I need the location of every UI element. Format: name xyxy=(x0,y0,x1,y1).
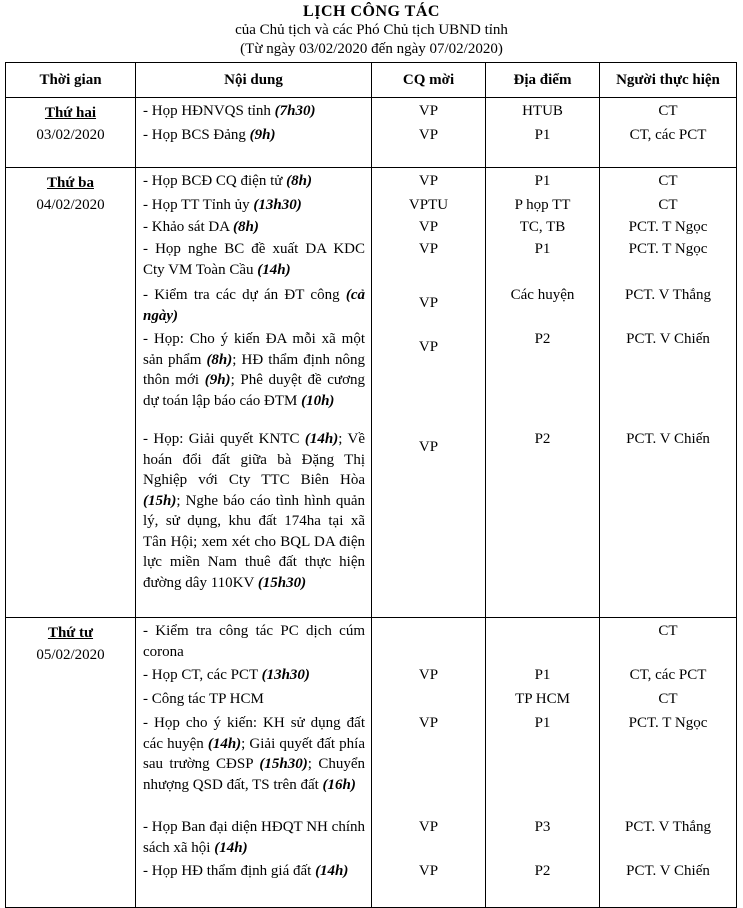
item-who-text: CT xyxy=(658,623,678,639)
item-who xyxy=(600,217,736,239)
item-who xyxy=(600,689,736,713)
item-text: - Họp: Cho ý kiến ĐA mỗi xã một sản phẩm xyxy=(143,331,365,368)
item-time: (14h) xyxy=(304,431,339,447)
item-time: (cả ngày) xyxy=(143,287,365,324)
item-who-text: CT, các PCT xyxy=(629,667,707,683)
list-item xyxy=(136,101,371,125)
list-item xyxy=(136,713,371,817)
item-text: ; HĐ thẩm định nông thôn mới xyxy=(143,351,365,388)
day-cell xyxy=(6,168,136,618)
item-time: (14h) xyxy=(257,261,291,278)
item-cq-text: VP xyxy=(418,339,439,355)
item-cq xyxy=(372,195,485,217)
item-cq xyxy=(372,817,485,861)
item-who xyxy=(600,817,736,861)
item-time: (8h) xyxy=(206,351,233,368)
item-text: ; Về hoán đổi đất giữa bà Đặng Thị Nghiệp với Cty TTC Biên Hòa xyxy=(143,431,366,488)
item-cq-text: VP xyxy=(418,103,439,119)
item-who xyxy=(600,713,736,817)
day-cell xyxy=(6,98,136,168)
item-who-text: CT, các PCT xyxy=(629,127,707,143)
item-time: (13h30) xyxy=(261,667,310,683)
item-who-text: PCT. T Ngọc xyxy=(628,241,708,257)
item-time: (15h30) xyxy=(257,574,307,591)
list-item xyxy=(136,621,371,665)
item-who-text: CT xyxy=(658,103,678,119)
item-place-text: P1 xyxy=(534,715,551,731)
item-text: - Họp cho ý kiến: KH sử dụng đất các huyện xyxy=(143,715,365,752)
column-header-inviter: CQ mời xyxy=(372,63,486,98)
item-cq xyxy=(372,329,485,429)
item-place-text: HTUB xyxy=(522,103,563,119)
item-who xyxy=(600,285,736,329)
item-cq xyxy=(372,621,485,665)
item-text: ; Nghe báo cáo tình hình quản lý, sử dụng, khu đất 174ha tại xã Tân Hội; xem xét cho BQL DA điện lực miền Nam thuê đất thực hiện đường dây 110KV xyxy=(143,492,365,591)
item-text: ; Phê duyệt đề cương dự toán lập báo cáo ĐTM xyxy=(143,372,365,409)
item-who-text: CT xyxy=(658,173,678,189)
item-cq-text: VP xyxy=(418,219,439,235)
item-who-text: CT xyxy=(658,691,678,707)
place-cell xyxy=(486,618,600,908)
item-text: - Khảo sát DA xyxy=(143,219,233,235)
item-cq-text: VP xyxy=(418,127,439,143)
item-place-text: P1 xyxy=(534,241,551,257)
schedule-date-range: (Từ ngày 03/02/2020 đến ngày 07/02/2020) xyxy=(240,41,503,57)
item-cq-text: VP xyxy=(418,863,439,879)
day-date: 03/02/2020 xyxy=(36,127,105,143)
item-cq-text: VPTU xyxy=(408,197,449,213)
item-place xyxy=(486,285,599,329)
item-text: - Họp Ban đại diện HĐQT NH chính sách xã hội xyxy=(143,819,365,856)
list-item xyxy=(136,217,371,239)
schedule-subtitle: của Chủ tịch và các Phó Chủ tịch UBND tỉnh xyxy=(235,22,508,38)
item-time: (9h) xyxy=(249,127,276,143)
place-cell xyxy=(486,98,600,168)
item-who xyxy=(600,171,736,195)
list-item xyxy=(136,429,371,611)
item-time: (8h) xyxy=(233,219,259,235)
item-text: - Họp CT, các PCT xyxy=(143,667,262,683)
item-place xyxy=(486,713,599,817)
who-cell xyxy=(600,98,737,168)
table-header-row xyxy=(6,63,737,98)
item-place xyxy=(486,689,599,713)
who-cell xyxy=(600,618,737,908)
item-text: - Họp HĐ thẩm định giá đất xyxy=(143,863,316,879)
item-text: ; Giải quyết đất phía sau trường CĐSP xyxy=(143,735,366,772)
item-cq xyxy=(372,429,485,611)
item-place xyxy=(486,101,599,125)
list-item xyxy=(136,195,371,217)
schedule-header xyxy=(0,0,743,59)
item-text: - Kiểm tra các dự án ĐT công xyxy=(143,287,346,303)
item-who xyxy=(600,195,736,217)
list-item xyxy=(136,329,371,429)
item-cq xyxy=(372,171,485,195)
item-text: - Họp HĐNVQS tỉnh xyxy=(143,103,275,119)
item-cq xyxy=(372,285,485,329)
content-cell xyxy=(136,98,372,168)
item-text: - Họp BCS Đảng xyxy=(143,127,250,143)
item-who-text: PCT. T Ngọc xyxy=(628,715,708,731)
column-header-content: Nội dung xyxy=(136,63,372,98)
list-item xyxy=(136,239,371,285)
item-place xyxy=(486,329,599,429)
item-place xyxy=(486,217,599,239)
cq-cell xyxy=(372,618,486,908)
table-row xyxy=(6,618,737,908)
item-who-text: PCT. V Chiến xyxy=(626,331,710,347)
item-text: - Họp: Giải quyết KNTC xyxy=(143,431,305,447)
item-time: (13h30) xyxy=(253,197,302,213)
item-place-text: P2 xyxy=(534,431,551,447)
item-text: - Họp BCĐ CQ điện tử xyxy=(143,173,287,189)
item-text: - Công tác TP HCM xyxy=(143,691,264,707)
item-cq-text: VP xyxy=(418,819,439,835)
item-place-text: TC, TB xyxy=(519,219,566,235)
item-time: (8h) xyxy=(286,173,312,189)
column-header-location: Địa điểm xyxy=(486,63,600,98)
schedule-table xyxy=(5,62,737,908)
day-name: Thứ ba xyxy=(47,175,94,191)
item-time: (14h) xyxy=(214,839,248,856)
item-cq xyxy=(372,861,485,905)
item-place-text: P3 xyxy=(534,819,551,835)
item-cq xyxy=(372,713,485,817)
content-cell xyxy=(136,168,372,618)
item-text: - Họp nghe BC đề xuất DA KDC Cty VM Toàn Cầu xyxy=(143,241,365,278)
item-text: ; Chuyển nhượng QSD đất, TS trên đất xyxy=(143,756,365,793)
item-who xyxy=(600,665,736,689)
day-cell xyxy=(6,618,136,908)
list-item xyxy=(136,689,371,713)
day-name: Thứ tư xyxy=(47,625,94,641)
table-row xyxy=(6,168,737,618)
item-who-text: PCT. V Thắng xyxy=(625,819,711,835)
item-cq-text: VP xyxy=(418,295,439,311)
item-place xyxy=(486,171,599,195)
item-place xyxy=(486,665,599,689)
item-cq xyxy=(372,689,485,713)
item-time: (9h) xyxy=(204,372,231,388)
item-place xyxy=(486,429,599,611)
day-date: 04/02/2020 xyxy=(36,197,105,213)
item-cq-text: VP xyxy=(418,715,439,731)
item-who xyxy=(600,101,736,125)
item-place-text: P1 xyxy=(534,127,551,143)
item-time: (10h) xyxy=(301,392,335,409)
item-who xyxy=(600,621,736,665)
item-text: - Kiểm tra công tác PC dịch cúm corona xyxy=(143,623,365,660)
item-place-text: P1 xyxy=(534,173,551,189)
list-item xyxy=(136,665,371,689)
cq-cell xyxy=(372,168,486,618)
item-place-text: P2 xyxy=(534,863,551,879)
schedule-title: LỊCH CÔNG TÁC xyxy=(303,3,440,20)
item-cq xyxy=(372,217,485,239)
item-who xyxy=(600,429,736,611)
column-header-performer: Người thực hiện xyxy=(600,63,737,98)
item-text: - Họp TT Tỉnh ủy xyxy=(143,197,254,213)
item-place xyxy=(486,621,599,665)
item-who xyxy=(600,329,736,429)
item-place xyxy=(486,239,599,285)
item-place-text: P1 xyxy=(534,667,551,683)
list-item xyxy=(136,861,371,905)
item-cq xyxy=(372,125,485,151)
item-place xyxy=(486,861,599,905)
item-place-text: P họp TT xyxy=(514,197,571,213)
item-place-text: P2 xyxy=(534,331,551,347)
item-cq-text: VP xyxy=(418,667,439,683)
item-cq-text: VP xyxy=(418,439,439,455)
item-cq-text: VP xyxy=(418,241,439,257)
item-cq xyxy=(372,101,485,125)
place-cell xyxy=(486,168,600,618)
item-who-text: PCT. T Ngọc xyxy=(628,219,708,235)
column-header-time: Thời gian xyxy=(6,63,136,98)
item-time: (15h30) xyxy=(259,756,308,772)
item-who xyxy=(600,861,736,905)
item-who-text: PCT. V Thắng xyxy=(625,287,711,303)
item-who xyxy=(600,239,736,285)
item-time: (16h) xyxy=(322,776,356,793)
day-name: Thứ hai xyxy=(44,105,97,121)
item-place-text: Các huyện xyxy=(510,287,575,303)
cq-cell xyxy=(372,98,486,168)
list-item xyxy=(136,285,371,329)
list-item xyxy=(136,817,371,861)
item-cq xyxy=(372,239,485,285)
list-item xyxy=(136,171,371,195)
item-place xyxy=(486,817,599,861)
item-time: (14h) xyxy=(315,863,349,879)
item-place xyxy=(486,125,599,151)
item-time: (14h) xyxy=(207,735,242,752)
item-time: (7h30) xyxy=(274,103,316,119)
list-item xyxy=(136,125,371,151)
item-who-text: PCT. V Chiến xyxy=(626,863,710,879)
item-cq xyxy=(372,665,485,689)
item-time: (15h) xyxy=(143,492,177,509)
item-place-text: TP HCM xyxy=(515,691,570,707)
item-who-text: CT xyxy=(658,197,678,213)
item-cq-text: VP xyxy=(418,173,439,189)
day-date: 05/02/2020 xyxy=(36,647,105,663)
item-place xyxy=(486,195,599,217)
table-row xyxy=(6,98,737,168)
item-who xyxy=(600,125,736,151)
who-cell xyxy=(600,168,737,618)
item-who-text: PCT. V Chiến xyxy=(626,431,710,447)
content-cell xyxy=(136,618,372,908)
